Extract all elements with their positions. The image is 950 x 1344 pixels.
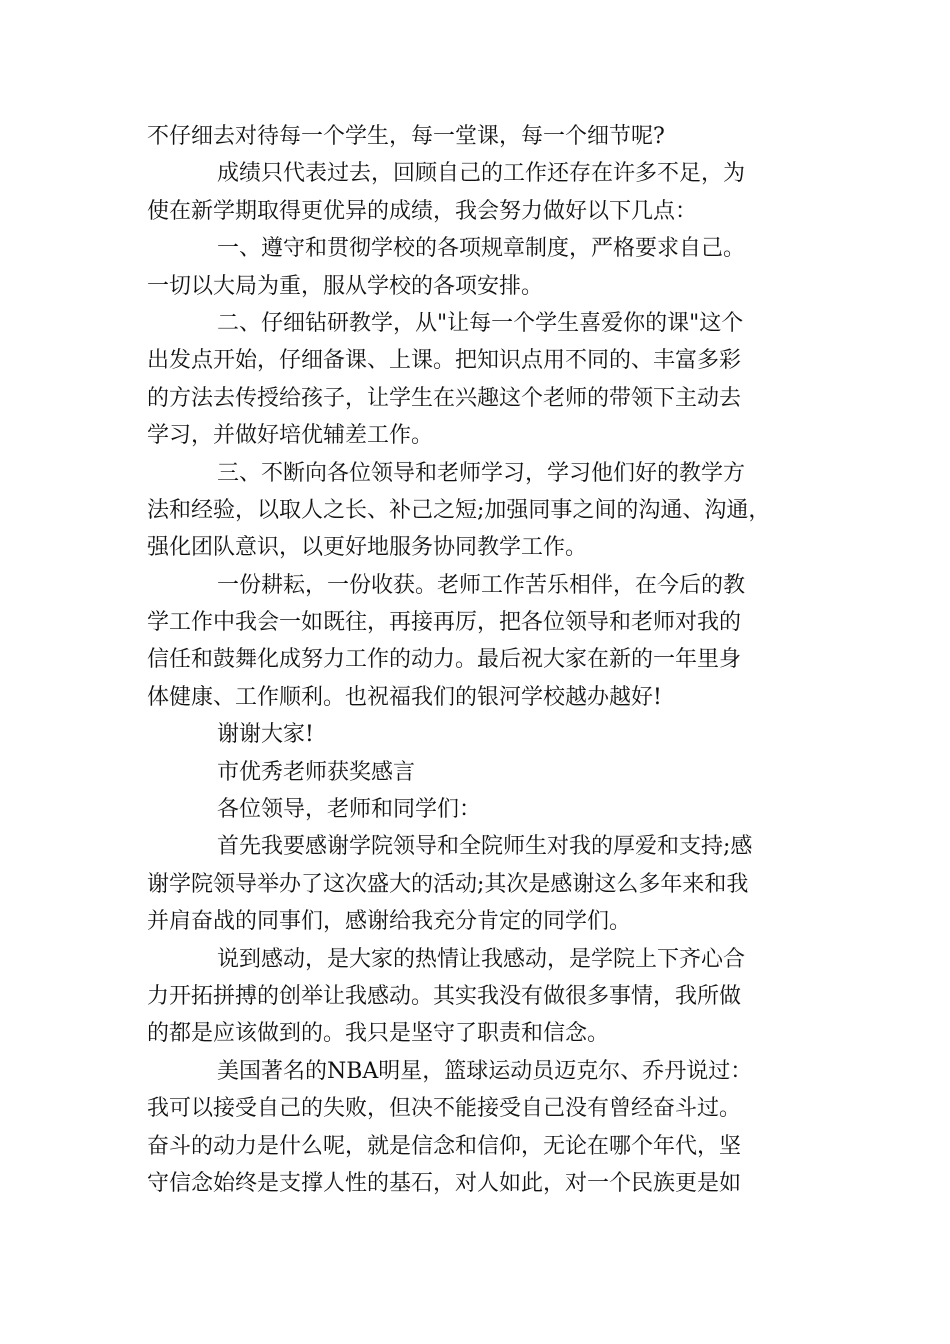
- text-line: 一、遵守和贯彻学校的各项规章制度，严格要求自己。: [217, 236, 746, 262]
- text-line: 学工作中我会一如既往，再接再厉，把各位领导和老师对我的: [147, 610, 742, 636]
- text-line: 一份耕耘，一份收获。老师工作苦乐相伴，在今后的教: [217, 572, 746, 598]
- text-line: 的方法去传授给孩子，让学生在兴趣这个老师的带领下主动去: [147, 385, 742, 411]
- text-line: 谢谢大家!: [217, 722, 314, 748]
- text-line: 二、仔细钻研教学，从"让每一个学生喜爱你的课"这个: [217, 310, 744, 336]
- text-line: 力开拓拼搏的创举让我感动。其实我没有做很多事情，我所做: [147, 983, 742, 1009]
- text-line: 一切以大局为重，服从学校的各项安排。: [147, 273, 544, 299]
- text-line: 谢学院领导举办了这次盛大的活动;其次是感谢这么多年来和我: [147, 871, 749, 897]
- text-line: 奋斗的动力是什么呢，就是信念和信仰，无论在哪个年代，坚: [147, 1133, 742, 1159]
- text-line: 市优秀老师获奖感言: [217, 759, 416, 785]
- text-line: 美国著名的NBA明星，篮球运动员迈克尔、乔丹说过：: [217, 1058, 753, 1084]
- text-line: 不仔细去对待每一个学生，每一堂课，每一个细节呢?: [147, 124, 665, 149]
- text-line: 首先我要感谢学院领导和全院师生对我的厚爱和支持;感: [217, 834, 753, 860]
- document-body: [147, 118, 817, 1202]
- text-line: 说到感动，是大家的热情让我感动，是学院上下齐心合: [217, 946, 746, 972]
- text-line: 并肩奋战的同事们，感谢给我充分肯定的同学们。: [147, 909, 632, 935]
- text-line: 学习，并做好培优辅差工作。: [147, 423, 434, 449]
- text-line: 三、不断向各位领导和老师学习，学习他们好的教学方: [217, 460, 746, 486]
- text-line: 使在新学期取得更优异的成绩，我会努力做好以下几点：: [147, 198, 698, 224]
- text-line: 法和经验，以取人之长、补己之短;加强同事之间的沟通、沟通，: [147, 497, 771, 523]
- text-line: 出发点开始，仔细备课、上课。把知识点用不同的、丰富多彩: [147, 348, 742, 374]
- text-line: 我可以接受自己的失败，但决不能接受自己没有曾经奋斗过。: [147, 1096, 742, 1122]
- text-line: 的都是应该做到的。我只是坚守了职责和信念。: [147, 1021, 610, 1047]
- text-line: 成绩只代表过去，回顾自己的工作还存在许多不足，为: [217, 161, 746, 187]
- text-line: 体健康、工作顺利。也祝福我们的银河学校越办越好!: [147, 684, 662, 710]
- text-line: 信任和鼓舞化成努力工作的动力。最后祝大家在新的一年里身: [147, 647, 742, 673]
- text-line: 各位领导，老师和同学们：: [217, 797, 482, 823]
- text-line: 强化团队意识，以更好地服务协同教学工作。: [147, 535, 588, 561]
- text-line: 守信念始终是支撑人性的基石，对人如此，对一个民族更是如: [147, 1170, 742, 1196]
